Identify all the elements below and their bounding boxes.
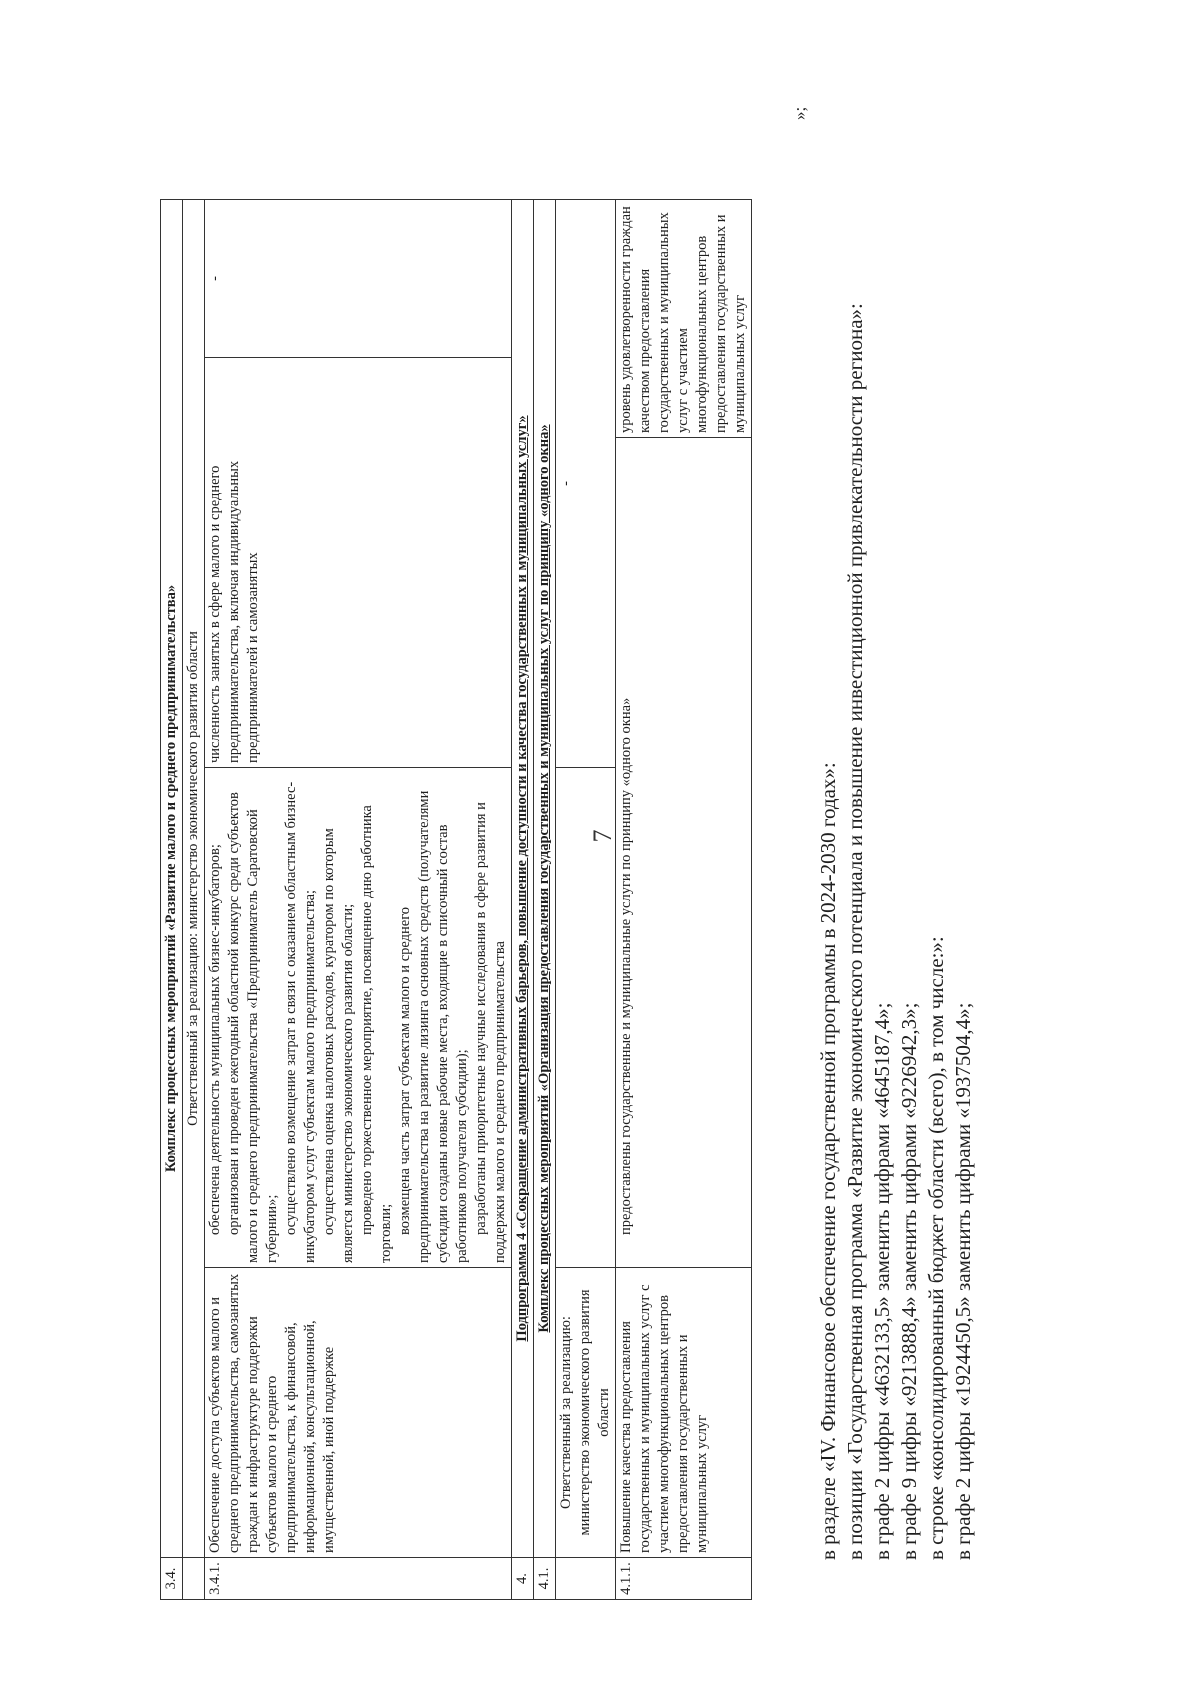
dash-value: - (556, 199, 616, 767)
task-text: Обеспечение доступа субъектов малого и среднего предпринимательства, самозанятых граждан к инфраструктуре поддержки субъектов малого и среднего предпринимательства, к финансовой, информационной, консультационной, имущественной, иной поддержке (205, 1268, 512, 1558)
effect-item: осуществлено возмещение затрат в связи с оказанием областным бизнес-инкубатором услуг субъектам малого предпринимательства; (283, 781, 318, 1263)
subprogram-title: Подпрограмма 4 «Сокращение административных барьеров, повышение доступности и качества государственных и муниципальных услуг» (512, 199, 534, 1557)
row-number: 4.1. (534, 1558, 556, 1600)
table-row-3-4 (161, 199, 183, 1599)
table-row-3-4-responsible (183, 199, 205, 1599)
text-line: в строке «консолидированный бюджет области (всего), в том числе:»: (924, 936, 948, 1560)
row-number: 3.4.1. (205, 1558, 512, 1600)
table-row-4-1 (534, 199, 556, 1599)
text-line: в графе 2 цифры «1924450,5» заменить цифрами «1937504,4»; (951, 1002, 975, 1560)
effects-cell (205, 768, 512, 1268)
text-line: в графе 2 цифры «4632133,5» заменить цифрами «4645187,4»; (870, 1002, 894, 1560)
effect-item: организован и проведен ежегодный областной конкурс среди субъектов малого и среднего предпринимательства «Предприниматель Саратовской губернии»; (226, 792, 280, 1263)
dash-value: - (205, 199, 512, 357)
program-table (160, 199, 752, 1600)
task-text: Повышение качества предоставления государственных и муниципальных услуг с участием многофункциональных центров предоставления государственных и муниципальных услуг (616, 1268, 752, 1558)
effect-item: проведено торжественное мероприятие, посвященное дню работника торговли; (359, 805, 394, 1263)
table-row-4-1-responsible (556, 199, 616, 1599)
text-line: в разделе «IV. Финансовое обеспечение государственной программы в 2024-2030 годах»: (816, 762, 840, 1560)
text-line: в графе 9 цифры «9213888,4» заменить цифрами «9226942,3»; (897, 1002, 921, 1560)
row-number: 3.4. (161, 1558, 183, 1600)
table-row-4-1-1 (616, 199, 752, 1599)
rotated-page-content (160, 80, 1200, 1600)
complex-title: Комплекс процессных мероприятий «Развитие малого и среднего предпринимательства» (161, 199, 183, 1557)
closing-quote: »; (790, 106, 809, 120)
indicator-text: уровень удовлетворенности граждан качеством предоставления государственных и муниципальных услуг с участием многофункциональных центров предоставления государственных и муниципальных услуг (616, 199, 752, 437)
table-row-3-4-1 (205, 199, 512, 1599)
responsible-text: Ответственный за реализацию: министерство экономического развития области (183, 199, 205, 1557)
text-line: в позиции «Государственная программа «Развитие экономического потенциала и повышение инвестиционной привлекательности региона»: (843, 303, 867, 1560)
amendment-text (815, 130, 977, 1600)
effect-item: разработаны приоритетные научные исследования в сфере развития и поддержки малого и среднего предпринимательства (473, 802, 508, 1263)
page-number: 7 (588, 829, 617, 843)
effect-item: обеспечена деятельность муниципальных бизнес-инкубаторов; (207, 844, 223, 1235)
responsible-text: Ответственный за реализацию: министерство экономического развития области (556, 1268, 616, 1558)
row-number: 4. (512, 1558, 534, 1600)
table-row-4 (512, 199, 534, 1599)
row-number: 4.1.1. (616, 1558, 752, 1600)
effect-item: возмещена часть затрат субъектам малого и среднего предпринимательства на развитие лизинга основных средств (получателями субсидии созданы новые рабочие места, входящие в списочный состав работников получателя субсидии); (397, 790, 470, 1263)
indicator-text: численность занятых в сфере малого и среднего предпринимательства, включая индивидуальных предпринимателей и самозанятых (205, 358, 512, 768)
effect-text: предоставлены государственные и муниципальные услуги по принципу «одного окна» (616, 438, 752, 1268)
effect-item: осуществлена оценка налоговых расходов, куратором по которым является министерство экономического развития области; (321, 828, 356, 1263)
complex-title: Комплекс процессных мероприятий «Организация предоставления государственных и муниципальных услуг по принципу «одного окна» (534, 199, 556, 1557)
